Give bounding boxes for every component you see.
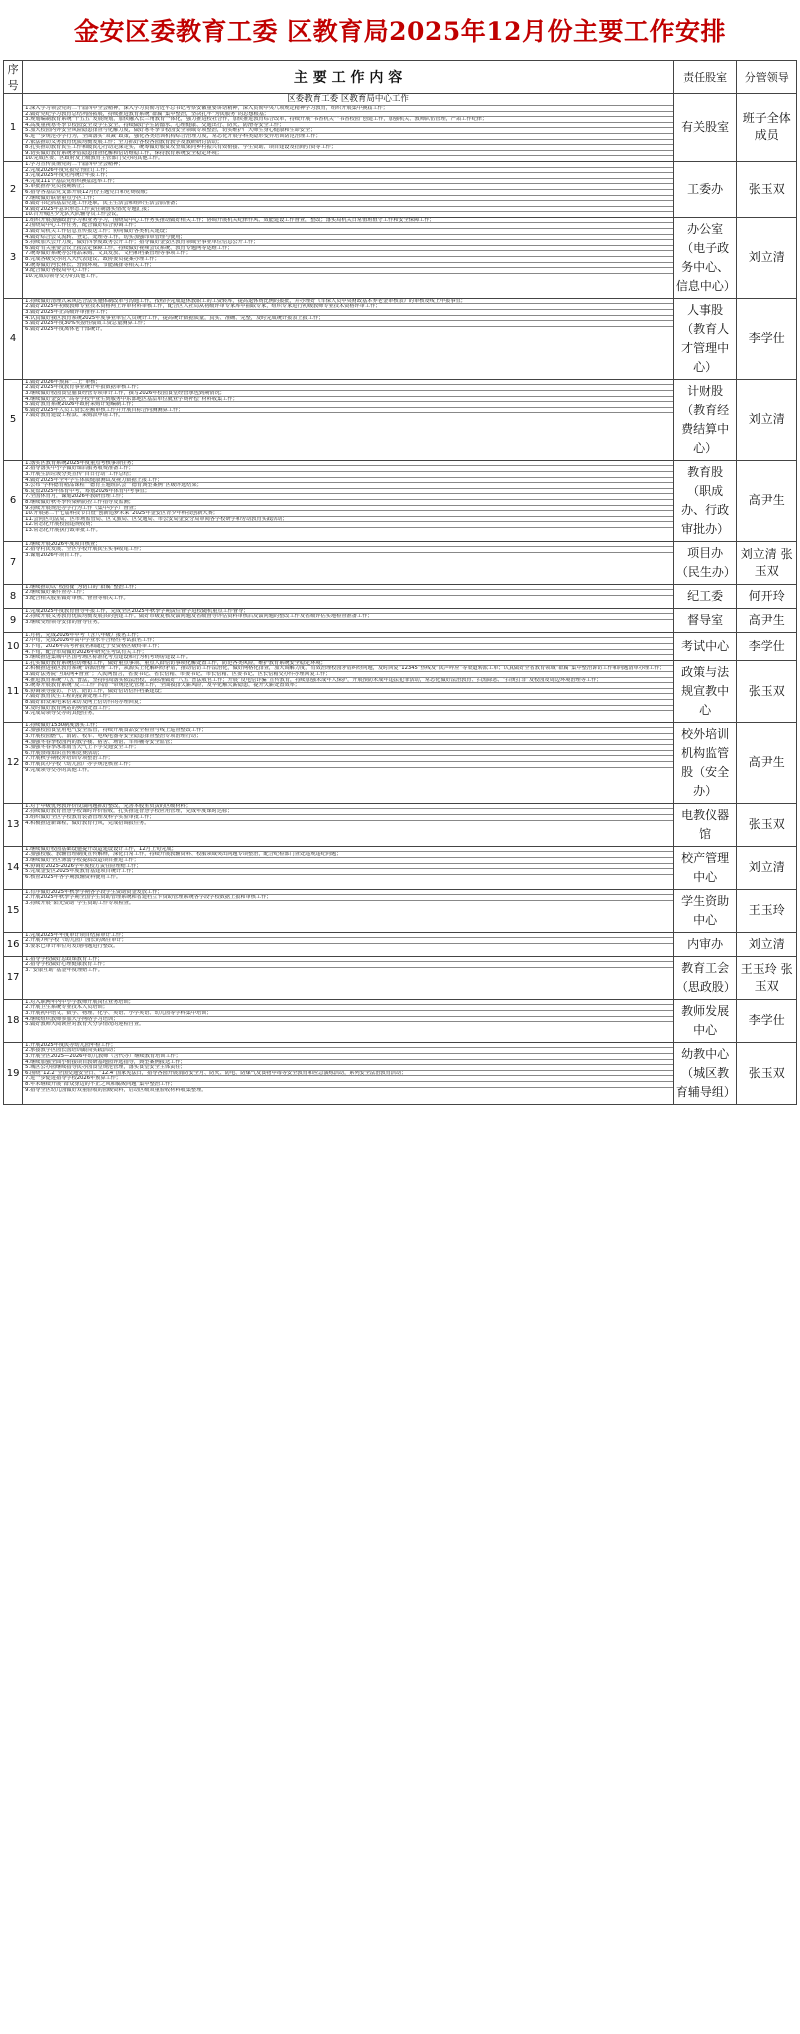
leader: 李学仕 bbox=[737, 632, 797, 660]
work-content-cell bbox=[23, 217, 674, 298]
responsible-dept: 办公室（电子政务中心、信息中心） bbox=[673, 217, 737, 298]
work-item: 2.承接教学区园长国培训跟岗实践活动； bbox=[23, 1048, 673, 1054]
work-item: 2.持续做好教育智慧学校课时评价验收，扎实推进智慧学校应用管理，完成年度课时达标； bbox=[23, 809, 673, 815]
row-number: 10 bbox=[4, 632, 23, 660]
work-item: 12.常态化开展校园违规收费； bbox=[23, 522, 673, 528]
table-row bbox=[4, 889, 797, 932]
work-item: 6.围绕“12.2”全国交通安全日、“12.4”国家宪法日，指导各园开展消防安全月、防火、防电、防煤气及食物中毒等安全教育和应急演练活动，系列安全法治教育活动； bbox=[23, 1071, 673, 1077]
work-item: 7.统筹做好系统办公用品采购、文具发放、文档和档案管理等事项工作； bbox=[23, 251, 673, 257]
responsible-dept: 电教仪器馆 bbox=[673, 803, 737, 846]
work-item: 13.常态化开展执行政审批工作。 bbox=[25, 528, 101, 533]
table-row bbox=[4, 722, 797, 803]
work-item: 1.继续推动以“校园餐”为切口的“群腐”整治工作； bbox=[23, 585, 673, 591]
work-item: 9.做好2025年意识形态工作责任制落实情况专题汇报； bbox=[23, 207, 673, 213]
work-item: 8.完成各级交办的人大代表建议、政协委员提案办理工作； bbox=[23, 257, 673, 263]
responsible-dept: 幼教中心（城区教育辅导组） bbox=[673, 1042, 737, 1104]
work-item: 3.持续开展“阳光资助”学生资助工作专项检查。 bbox=[25, 901, 135, 906]
row-number: 6 bbox=[4, 460, 23, 541]
work-item: 4.加强冬春季校园内的教学楼、宿舍、场馆、车库棚等安全监管； bbox=[23, 740, 673, 746]
work-item: 2.围绕局中心工作任务，配合做好综合协调工作； bbox=[23, 223, 673, 229]
row-number: 16 bbox=[4, 932, 23, 956]
work-content-cell bbox=[23, 956, 674, 999]
work-item: 3.开展校园燃气、消防、校车、电线电器等安全隐患排查整治专项治理行动； bbox=[23, 734, 673, 740]
leader: 刘立清 张玉双 bbox=[737, 541, 797, 584]
work-item: 2.指导学校做好心理健康教育工作； bbox=[23, 962, 673, 968]
work-item: 5.城区公办园继续指导民办园食堂规范管理，落实食堂安全主体责任； bbox=[23, 1065, 673, 1071]
row-number: 4 bbox=[4, 298, 23, 379]
work-item: 3.谋划2026年项目工作。 bbox=[25, 553, 85, 558]
work-item: 1.持续做好1530制度落实工作； bbox=[23, 723, 673, 729]
header-lead: 分管领导 bbox=[737, 61, 797, 94]
work-item: 3.配合相关股室做好审核、督查等相关工作。 bbox=[25, 596, 129, 601]
work-item: 1.指导学校做好思政课教育工作； bbox=[23, 957, 673, 963]
work-item: 1.有序做好2025年秋季学期各学段学生资助资金发放工作； bbox=[23, 890, 673, 896]
work-item: 10.召开城区少先队大队辅导员工作会议。 bbox=[25, 212, 122, 217]
row-number: 11 bbox=[4, 660, 23, 722]
work-item: 6.做好2025年人员工资长差额审核工作并开展目标合同测测算工作； bbox=[23, 408, 673, 414]
work-item: 6.指导各基层党支部开展12月份主题党日和党费收缴； bbox=[23, 190, 673, 196]
leader: 张玉双 bbox=[737, 660, 797, 722]
work-content-cell bbox=[23, 846, 674, 889]
leader: 李学仕 bbox=[737, 298, 797, 379]
row-number: 1 bbox=[4, 94, 23, 162]
responsible-dept: 内审办 bbox=[673, 932, 737, 956]
work-item: 11.会同区司法局、区市场监管局、区文旅局、区交通局、市公安局金安分局审阅各学校研学和劳动教育实践活动； bbox=[23, 517, 673, 523]
leader: 张玉双 bbox=[737, 1042, 797, 1104]
work-content-cell bbox=[23, 1042, 674, 1104]
work-content-cell bbox=[23, 608, 674, 632]
table-row bbox=[4, 161, 797, 217]
work-item: 6.核查2025年各学期教辅资料使用工作。 bbox=[25, 874, 122, 880]
work-item: 2.指导落实中小学做好课后服务收费准备工作； bbox=[23, 466, 673, 472]
work-item: 4.下旬，配合市局做好2026年研究生考试有关工作； bbox=[23, 650, 673, 656]
work-item: 3.做好法务院“互联网+督查”；人民网留言，省委书记、省长信箱、市委书记、市长信箱、区委书记、区长信箱交办件办理回复工作； bbox=[23, 672, 673, 678]
responsible-dept: 有关股室 bbox=[673, 94, 737, 162]
work-item: 7.依法推动义务教育优质均衡发展工作；全力抓好各校各园教育教学及教研研讨活动； bbox=[23, 140, 673, 146]
row-number: 17 bbox=[4, 956, 23, 999]
work-item: 10.完成区委、区政府及上级教育主管部门交办的其他工作。 bbox=[25, 156, 164, 161]
work-item: 2.持续开展义务教育优质均衡发展县的创建工作。做好市级复核反馈问题及省级督导评估资料审核后反馈问题的整改工作及省级评估实地检查准备工作； bbox=[23, 614, 673, 620]
leader: 李学仕 bbox=[737, 999, 797, 1042]
work-item: 4.做好综合公文流转、登记、处理等工作，切实加强印章管理与使用； bbox=[23, 235, 673, 241]
work-item: 3.开展生活垃圾分类宣传“百日行动”工作总结； bbox=[23, 472, 673, 478]
work-item: 2.做好2025年度教育事业统计年报数据审核工作； bbox=[23, 385, 673, 391]
responsible-dept: 政策与法规宣教中心 bbox=[673, 660, 737, 722]
work-item: 5.公布“学科德育精品课程”“德育主题班队会”“德育典型案例”区级评选结果； bbox=[23, 483, 673, 489]
work-item: 2.做好2025年初级教师专业技术资格网上评审材料审核工作，配合区人社局从初级评审专家库中抽取专家，组织专家进行初级教师专业技术资格评审工作； bbox=[23, 304, 673, 310]
table-row bbox=[4, 846, 797, 889]
work-item: 4.协调好2025-2026学年度校方责任险理赔工作； bbox=[23, 864, 673, 870]
leader: 高尹生 bbox=[737, 460, 797, 541]
work-item: 10.完成局领导交办的其他工作。 bbox=[25, 273, 101, 279]
work-item: 8.开展民办学校（幼儿园）办学规范核查工作； bbox=[23, 762, 673, 768]
table-header-row bbox=[4, 61, 797, 94]
table-row bbox=[4, 298, 797, 379]
responsible-dept: 校外培训机构监管股（安全办） bbox=[673, 722, 737, 803]
work-item: 7.开展秋学期校外培训专项整治工作； bbox=[23, 756, 673, 762]
work-item: 4.做好2025年全年学生体质健康测试及视力数据上报工作； bbox=[23, 478, 673, 484]
work-item: 1.持续做好清理式采风达合法实施体制改革与沟通工作。按程序完成退休教职工的工资转库，提高退休费比例的报批，并办理好《车保人员中央财政基本养老金审核表》的审核及线上申报事宜； bbox=[23, 299, 673, 305]
work-content-cell bbox=[23, 541, 674, 584]
responsible-dept: 人事股（教育人才管理中心） bbox=[673, 298, 737, 379]
row-number: 9 bbox=[4, 608, 23, 632]
work-content-cell bbox=[23, 584, 674, 608]
work-item: 4.继续组织教师参加大学网络学习培训； bbox=[23, 1017, 673, 1023]
table-row bbox=[4, 541, 797, 584]
leader: 王玉玲 bbox=[737, 889, 797, 932]
work-item: 5.加强冬春季冰冻雨雪天气上下学交通安全工作； bbox=[23, 745, 673, 751]
table-body bbox=[4, 94, 797, 1105]
work-item: 3.开展全区2025—2026年幼儿教师（含代办）继续教育培训工作； bbox=[23, 1054, 673, 1060]
work-item: 6.进一步规范办学行为，全面落实“双减”政策，强化各类培训机构综合治理力度，常态化开展学科类隐形变异培训防范治理工作； bbox=[23, 134, 673, 140]
work-item: 7.继续做好联帮重点小区工作； bbox=[23, 196, 673, 202]
work-item: 1.做好2026年预算“二上”审核； bbox=[23, 380, 673, 386]
work-item: 7.进一步促进指导学校2026年预算工作； bbox=[23, 1076, 673, 1082]
table-row bbox=[4, 956, 797, 999]
work-schedule-table bbox=[3, 60, 797, 1105]
work-item: 4.积极推进新课程，做好教育行风，完成招调报任务。 bbox=[25, 820, 150, 826]
table-row bbox=[4, 999, 797, 1042]
work-item: 4.继续做好金安区“高等学校毕业生到服务中东部地区基层单位就业学费补偿”材料收集工作； bbox=[23, 397, 673, 403]
work-item: 6.协调领导接访、下访、陪访工作，做好信访信件档案建设； bbox=[23, 689, 673, 695]
row-number: 14 bbox=[4, 846, 23, 889]
work-item: 3.“安康互助”基金年度理赔工作。 bbox=[25, 968, 103, 973]
work-item: 5.统筹开展教育系统“反三工作”四清一带规范化管理工作，全面摸排欠薪风险，及早化解欠薪隐患，提升欠薪处置效率； bbox=[23, 683, 673, 689]
row-number: 15 bbox=[4, 889, 23, 932]
row-number: 12 bbox=[4, 722, 23, 803]
responsible-dept: 项目办（民生办） bbox=[673, 541, 737, 584]
work-item: 1.继续做好校园基础设施提升改造建设设计工作，12月上旬完成； bbox=[23, 847, 673, 853]
table-row bbox=[4, 217, 797, 298]
work-item: 5.做好2025年度30%奖励性绩效工资总量测算工作； bbox=[23, 321, 673, 327]
work-item: 9.及时做好教育网站的舆情处置工作； bbox=[23, 706, 673, 712]
leader: 刘立清 bbox=[737, 217, 797, 298]
header-dept: 责任股室 bbox=[673, 61, 737, 94]
leader: 刘立清 bbox=[737, 846, 797, 889]
table-row bbox=[4, 460, 797, 541]
leader: 高尹生 bbox=[737, 608, 797, 632]
work-item: 4.推进教育系统“八五”普法，坚持同周落实依法治校，高标准做好“八五”普法收官工作；开展“反电信诈骗”宣传教育，持续加强未成年人保护，开展预防未成年违法犯罪活动，常态化做好法治教育、扫黑除恶、“扫黄打非”及校园及周边环境治理等工作； bbox=[23, 678, 673, 684]
work-item: 7.做好教育建设工程款、采购款申请工作。 bbox=[25, 413, 124, 419]
row-number: 18 bbox=[4, 999, 23, 1042]
responsible-dept: 学生资助中心 bbox=[673, 889, 737, 932]
row-number: 2 bbox=[4, 161, 23, 217]
work-item: 2.开展7所学校（幼儿园）园长的离任审计； bbox=[23, 938, 673, 944]
work-item: 5.持续加大公开力度，做好四季度政务公开工作；指导做好金安区教育领域全事业单位信息公开工作； bbox=[23, 240, 673, 246]
work-item: 7.全国休育月，谋划2026年教研管理工作； bbox=[23, 494, 673, 500]
leader: 张玉双 bbox=[737, 161, 797, 217]
table-row bbox=[4, 608, 797, 632]
work-item: 5.做好教育系统2026年政府采购计划编制工作； bbox=[23, 402, 673, 408]
work-item: 2.做好党纪学习教育总结巩固拓展，持续推进教育系统“群腐”集中整治，坚决扎牢“为民服务”的思想根基； bbox=[23, 112, 673, 118]
row-number: 13 bbox=[4, 803, 23, 846]
work-item: 5.加大校园内外安全风险隐患排查与化解力度，做好寒冬季节校园安全领域专项整治，切实维护广大师生身心健康和生命安全； bbox=[23, 128, 673, 134]
leader: 何开玲 bbox=[737, 584, 797, 608]
work-item: 3.继续做好校园食堂膳食经营专项审计工作，撰写2026年校园食堂经营承包到期情况； bbox=[23, 391, 673, 397]
work-item: 4.完成111个基层党组织换届选举工作； bbox=[23, 179, 673, 185]
work-content-cell bbox=[23, 889, 674, 932]
work-item: 3.开展初中语文、数学、物理、化学、英语、小学英语、幼儿园等学科集中培训； bbox=[23, 1011, 673, 1017]
work-item: 3.下旬，2026年高考补报名和随迁子女资格区级终审工作； bbox=[23, 644, 673, 650]
leader: 高尹生 bbox=[737, 722, 797, 803]
work-item: 9.切实做好教育系统矛盾隐患排查化解和信访维稳工作，保持教育系统安全稳定环境； bbox=[23, 151, 673, 157]
work-item: 3.做好局机关工作信息宣传报送工作；协同做好各类机关建设； bbox=[23, 229, 673, 235]
work-item: 6.复盘2025年体育中考，筹划2026年体育中考事宜； bbox=[23, 489, 673, 495]
work-item: 2.完成2026年度党报党刊征订工作； bbox=[23, 168, 673, 174]
work-content-cell bbox=[23, 94, 674, 162]
row-number: 3 bbox=[4, 217, 23, 298]
work-item: 1.学习宣传贯彻党的二十届四中全会精神； bbox=[23, 162, 673, 168]
work-item: 1.扎实做好教育系统信访维稳工作，做好重点事项、重点人群信访事项化解处置工作，防范各类风险，维护教育系统安全稳定环境； bbox=[23, 661, 673, 667]
work-item: 4.高度重视寒冬季节校园安全及学生安全，持续做好学生防溺水、心理健康、交通出行、防火、防滑等安全工作； bbox=[23, 123, 673, 129]
work-item: 2.开展2025年秋季学期全国学生资助管理系统和省建档立卡资助管理系统各学段学校数据上报和审核工作； bbox=[23, 895, 673, 901]
leader: 王玉玲 张玉双 bbox=[737, 956, 797, 999]
table-row bbox=[4, 660, 797, 722]
work-item: 6.做好有关重要会议上报法定保障工作，持续做好视频会议系统、教育专题网等运维工作； bbox=[23, 246, 673, 252]
work-content-cell bbox=[23, 460, 674, 541]
work-item: 9.完成局领导交办的其他任务。 bbox=[25, 711, 98, 716]
table-row bbox=[4, 379, 797, 460]
row-number: 19 bbox=[4, 1042, 23, 1104]
work-item: 2.开展卫生系统专业技术人员培训； bbox=[23, 1005, 673, 1011]
responsible-dept: 计财股（教育经费结算中心） bbox=[673, 379, 737, 460]
work-item: 9.持续开展规范办学行为工作（集中办学）督查； bbox=[23, 506, 673, 512]
work-item: 6.做好2025年度离休老干部统计。 bbox=[25, 326, 106, 332]
header-content: 主 要 工 作 内 容 bbox=[23, 61, 674, 94]
work-item: 1.对入职两年内中小学教师开展岗位业务培训； bbox=[23, 1000, 673, 1006]
work-item: 5.完成金安区2025年度教育基建项目统计工作； bbox=[23, 869, 673, 875]
table-row bbox=[4, 94, 797, 162]
work-item: 8.做好书记抓基层党建工作述职、民主生活会和组织生活会前准备； bbox=[23, 201, 673, 207]
work-item: 9.统筹做好河长林长、营商环境、节能减排等相关工作； bbox=[23, 263, 673, 269]
work-item: 3.继续做好全区薄弱学校提质改造项目推进工作； bbox=[23, 858, 673, 864]
table-row bbox=[4, 584, 797, 608]
work-item: 4.继续加强全面小衔接项目教研基地园评选指导，典型案例报送工作； bbox=[23, 1060, 673, 1066]
work-item: 1.完成2025年年度审计项目结算审计工作； bbox=[23, 933, 673, 939]
work-item: 3.继续受理领导安排的督导任务。 bbox=[25, 620, 103, 625]
work-item: 8.做好群众来电来信来访及网上信访件的办理回复； bbox=[23, 700, 673, 706]
work-item: 2.加强校服、教辅管理制度宣传解释，深化日常工作，持续开展教辅资料、校服领域突出问题专项整治，配合纪检部门查处违规违纪问题； bbox=[23, 852, 673, 858]
work-content-cell bbox=[23, 660, 674, 722]
table-row bbox=[4, 632, 797, 660]
page-title: 金安区委教育工委 区教育局2025年12月份主要工作安排 bbox=[73, 17, 727, 46]
work-item: 9.完成领导交办的其他工作。 bbox=[25, 767, 93, 773]
row-number: 5 bbox=[4, 379, 23, 460]
work-item: 3.要求已审计单位对发现问题进行整改。 bbox=[25, 944, 119, 949]
table-row bbox=[4, 1042, 797, 1104]
row-number: 7 bbox=[4, 541, 23, 584]
row-number: 8 bbox=[4, 584, 23, 608]
work-content-cell bbox=[23, 999, 674, 1042]
work-item: 9.指导全区幼儿园做好双重验收的园级资料，启动区级双重验收材料收集整理。 bbox=[25, 1087, 207, 1093]
responsible-dept: 考试中心 bbox=[673, 632, 737, 660]
work-item: 5.审批推荐党员按期转正； bbox=[23, 184, 673, 190]
responsible-dept: 教育工会（思政股） bbox=[673, 956, 737, 999]
work-item: 5.继续推进集城中区国考场区标准化考点建设和行为机考场房建设工作。 bbox=[25, 655, 191, 660]
work-item: 8.继续做好秋冬季传染病防控工作指导及监测； bbox=[23, 500, 673, 506]
work-item: 8.年末继续开展“群众身边的不正之风和腐败问题”集中整治工作； bbox=[23, 1082, 673, 1088]
work-item: 1.开展2025年度民办幼儿园年检工作； bbox=[23, 1043, 673, 1049]
work-item: 2.中旬，完成2026年高中学业水平合格性考试报名工作； bbox=[23, 638, 673, 644]
work-item: 3.完成2025年度党内统计年报工作； bbox=[23, 173, 673, 179]
work-content-cell bbox=[23, 932, 674, 956]
work-item: 2.积极推进我区教育系统“诉源治理”工作，从源头上化解纠纷矛盾，推动信访工作法治化，做好网格化排查，加大调解力度，有效治理校园矛盾纠纷问题，及时回复“12345”热线及“民声呼应”等渠道转派工单；认真做好全省教育领域“群腐”集中整治诉访工作和问题清单办理工作； bbox=[23, 666, 673, 672]
work-content-cell bbox=[23, 379, 674, 460]
work-item: 1.继续开展2026年度项目核查； bbox=[23, 542, 673, 548]
leader: 张玉双 bbox=[737, 803, 797, 846]
responsible-dept: 督导室 bbox=[673, 608, 737, 632]
work-item: 7.做好教育民生工程的投诉处理工作； bbox=[23, 694, 673, 700]
responsible-dept: 教师发展中心 bbox=[673, 999, 737, 1042]
work-item: 4.认真做好我区教育系统2025年度事业单位人员统计工作，提高统计数据质量，真实、准确、完整，及时完成统计报表上报工作； bbox=[23, 316, 673, 322]
work-item: 2.继续做好案件查办工作； bbox=[23, 590, 673, 596]
work-content-cell bbox=[23, 632, 674, 660]
work-item: 10.开展第二十七届科技节日暨“创新追梦未来”2025年金安区青少年科技创新大赛； bbox=[23, 511, 673, 517]
work-content-cell bbox=[23, 161, 674, 217]
table-row bbox=[4, 803, 797, 846]
work-item: 3.做好2025年正高级评审推荐工作； bbox=[23, 310, 673, 316]
leader: 班子全体成员 bbox=[737, 94, 797, 162]
responsible-dept: 校产管理中心 bbox=[673, 846, 737, 889]
work-item: 8.扎实推动教育民生工作和暖民心行动走深走实，统筹做好服贫攻坚成果同乡村振兴有效衔接、学生资助、项目建设及招商引资等工作； bbox=[23, 145, 673, 151]
work-content-cell bbox=[23, 298, 674, 379]
work-item: 1.落实区教育系统2025年度重点考核事项任务； bbox=[23, 461, 673, 467]
responsible-dept: 纪工委 bbox=[673, 584, 737, 608]
work-content-cell bbox=[23, 722, 674, 803]
work-item: 3.规划编制教育系统“十五五”发展规划，加快融入长三角教育一体化，强力推进校社合作，加快推进教育综合改革，持续开展“书香机关”“书香校园”创建工作，加强机关、教师队伍管理，严肃工作纪律； bbox=[23, 117, 673, 123]
responsible-dept: 工委办 bbox=[673, 161, 737, 217]
work-item: 2.指导村民发展、全区学校开展民生实事收尾工作； bbox=[23, 547, 673, 553]
work-content-cell bbox=[23, 803, 674, 846]
row-subtitle: 区委教育工委 区教育局中心工作 bbox=[23, 94, 673, 106]
leader: 刘立清 bbox=[737, 379, 797, 460]
work-item: 1.完成2025年度教育督导年报工作，完成全区2025年秋季学期责任督学进校随机重点工作督导； bbox=[23, 609, 673, 615]
work-item: 3.组织做好全区学校教育装备管理及科学实验审批工作； bbox=[23, 815, 673, 821]
work-item: 1.组织开展加强政治学习和业务学习，围绕局中心工作务实推动做好相关工作；协调开展机关纪律作风、效能建设工作督查，整改；落实局机关日常值班值守工作和安全保障工作； bbox=[23, 218, 673, 224]
work-item: 5.做好教师大阅读应对教育大分享情况的迎检自查。 bbox=[25, 1022, 145, 1027]
work-item: 9.配合做好各股局中心工作； bbox=[23, 268, 673, 274]
work-item: 1.月初，完成2026年中考（含八年级）报名工作； bbox=[23, 633, 673, 639]
leader: 刘立清 bbox=[737, 932, 797, 956]
responsible-dept: 教育股（职成办、行政审批办） bbox=[673, 460, 737, 541]
work-item: 1.对于中级优秀教评价反馈问题抓好整改，完善本股室负责的区级材料； bbox=[23, 804, 673, 810]
header-no: 序号 bbox=[4, 61, 23, 94]
table-row bbox=[4, 932, 797, 956]
work-item: 6.开展禁毒知识宣传和竞赛活动； bbox=[23, 751, 673, 757]
work-item: 2.加强校园食堂用电气安全监管，持续开展食品安全检查与线上巡查整改工作； bbox=[23, 728, 673, 734]
work-item: 1.深入学习领会党的二十届四中全会精神，深入学习贯彻习近平总书记考察安徽重要讲话精神，深入贯彻中央八项规定精神学习教育，组织开展集中换届工作； bbox=[23, 106, 673, 112]
